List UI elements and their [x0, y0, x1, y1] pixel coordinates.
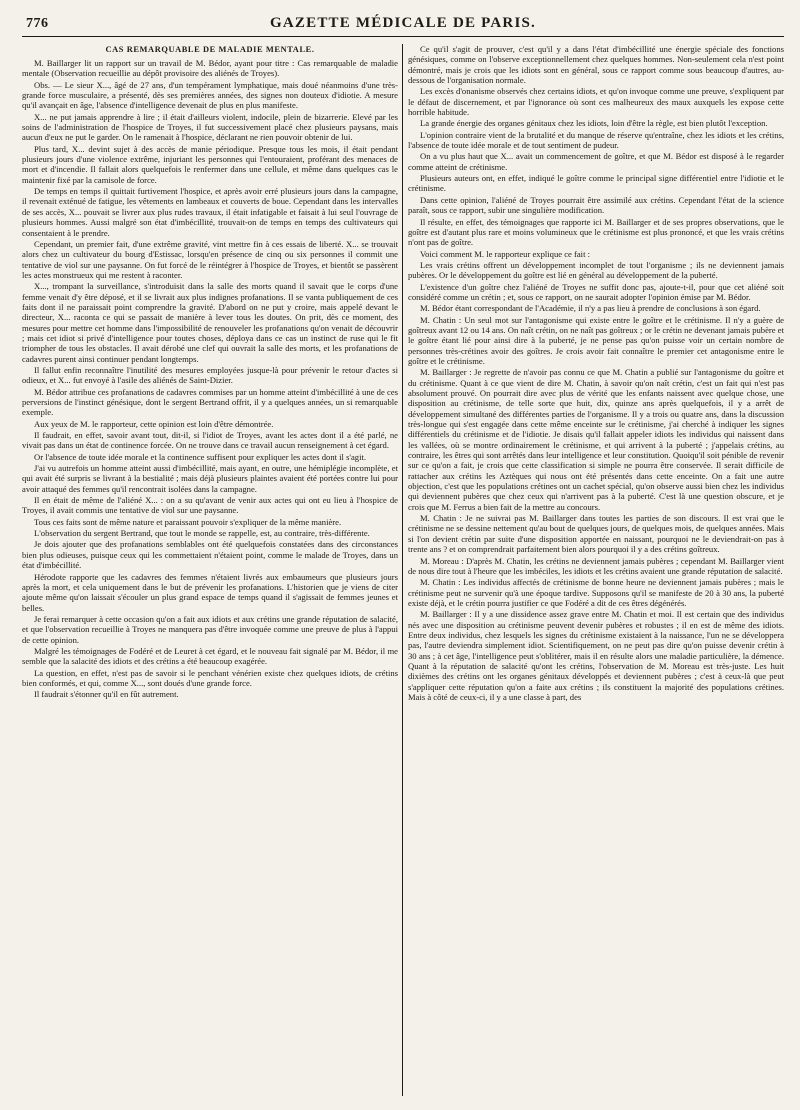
paragraph: Voici comment M. le rapporteur explique ce fait :: [420, 248, 590, 259]
paragraph: Hérodote rapporte que les cadavres des femmes n'étaient livrés aux embaumeurs que plusieurs jours après la mort, et cela uniquement dans le but de prévenir les profanations. L'historien que je viens de citer ajoute même qu'on laissait s'écouler un plus grand espace de temps quand il s'agissait de femmes jeunes et belles.: [22, 571, 398, 613]
paragraph: Il résulte, en effet, des témoignages que rapporte ici M. Baillarger et de ses propres observations, que le goître est d'autant plus rare et moins volumineux que le crétinisme est plus prononcé, et que les vrais crétins n'ont pas de goître.: [408, 216, 784, 248]
page-number: 776: [26, 16, 49, 31]
newspaper-page: [22, 14, 784, 1102]
paragraph: Les vrais crétins offrent un développement incomplet de tout l'organisme ; ils ne deviennent jamais pubères. Or le développement du goître est lié en général au développement de la puberté.: [408, 259, 784, 281]
paragraph: L'existence d'un goître chez l'aliéné de Troyes ne suffit donc pas, ajoute-t-il, pour que cet aliéné soit considéré comme un crétin ; et, sous ce rapport, on ne saurait adopter l'opinion émise par M. Bédor.: [408, 281, 784, 302]
paragraph: Malgré les témoignages de Fodéré et de Leuret à cet égard, et le nouveau fait signalé par M. Bédor, il me semble que la salacité des idiots et des crétins a été beaucoup exagérée.: [22, 645, 398, 667]
paragraph: M. Baillarger lit un rapport sur un travail de M. Bédor, ayant pour titre : Cas remarquable de maladie mentale (Observation recueillie au dépôt provisoire des aliénés de Troyes).: [22, 58, 398, 79]
paragraph: On a vu plus haut que X... avait un commencement de goître, et que M. Bédor est disposé à le regarder comme atteint de crétinisme.: [408, 151, 784, 172]
page-header: [22, 14, 784, 37]
paragraph: Je dois ajouter que des profanations semblables ont été quelquefois constatées dans des circonstances bien plus odieuses, puisque ceux qui les commettaient n'étaient point, comme le malade de Troyes, dans un état d'imbécillité.: [22, 539, 398, 571]
paragraph: M. Bédor attribue ces profanations de cadavres commises par un homme atteint d'imbécillité à une de ces perversions de l'instinct génésique, dont le sergent Bertrand offrit, il y a quelques années, un si remarquable exemple.: [22, 386, 398, 418]
paragraph: Les excès d'onanisme observés chez certains idiots, et qu'on invoque comme une preuve, s'expliquent par le défaut de discernement, et par l'ignorance où sont ces malheureux des maux auxquels les expose cette horrible habitude.: [408, 86, 784, 118]
paragraph: Plus tard, X... devint sujet à des accès de manie périodique. Presque tous les mois, il était pendant plusieurs jours d'une violence extrême, injuriant les personnes qui l'entouraient, proférant des menaces de mort et d'incendie. Il fallait alors quelquefois le renfermer dans une cellule, et même dans quelques cas le maintenir fixé par la camisole de force.: [22, 143, 398, 185]
left-column: [22, 44, 398, 1096]
paragraph: L'observation du sergent Bertrand, que tout le monde se rappelle, est, au contraire, très-différente.: [34, 528, 370, 539]
paragraph: Cependant, un premier fait, d'une extrême gravité, vint mettre fin à ces essais de liberté. X... se trouvait alors chez un cultivateur du bourg d'Estissac, lorsqu'en présence de cinq ou six personnes il commit une tentative de viol sur une paysanne. On fut forcé de le réintégrer à l'hospice de Troyes, et bientôt se passèrent les actes monstrueux qui me restent à raconter.: [22, 238, 398, 280]
column-divider: [402, 44, 403, 1096]
paragraph: Je ferai remarquer à cette occasion qu'on a fait aux idiots et aux crétins une grande réputation de salacité, et que l'observation recueillie à Troyes ne manquera pas d'être invoquée comme une preuve de plus à l'appui de cette opinion.: [22, 613, 398, 645]
paragraph: Dans cette opinion, l'aliéné de Troyes pourrait être assimilé aux crétins. Cependant l'état de la science paraît, sous ce rapport, subir une singulière modification.: [408, 194, 784, 216]
article-columns: [22, 44, 784, 1096]
paragraph: Il faudrait, en effet, savoir avant tout, dit-il, si l'idiot de Troyes, avant les actes dont il a été parlé, ne vivait pas dans un état de continence forcée. On ne trouve dans ce travail aucun renseignement à cet égard.: [22, 430, 398, 451]
paragraph: Il fallut enfin reconnaître l'inutilité des mesures employées jusque-là pour prévenir le retour d'actes si odieux, et X... fut envoyé à l'asile des aliénés de Saint-Dizier.: [22, 364, 398, 386]
paragraph: M. Chatin : Je ne suivrai pas M. Baillarger dans toutes les parties de son discours. Il est vrai que le crétinisme ne se dessine nettement qu'au bout de quelques jours, de quelques mois, de quelques années. Mais si l'on devient crétin par suite d'une disposition apportée en naissant, pourquoi ne le deviendrait-on pas à trente ans ? et on comprendrait parfaitement bien alors pourquoi il y a des crétins goîtreux.: [408, 513, 784, 555]
paragraph: L'opinion contraire vient de la brutalité et du manque de réserve qu'entraîne, chez les idiots et les crétins, l'absence de toute idée morale et de tout sentiment de pudeur.: [408, 129, 784, 151]
journal-title: GAZETTE MÉDICALE DE PARIS.: [270, 15, 536, 31]
paragraph: M. Bédor étant correspondant de l'Académie, il n'y a pas lieu à prendre de conclusions à son égard.: [420, 303, 761, 314]
paragraph: Il faudrait s'étonner qu'il en fût autrement.: [34, 689, 179, 700]
paragraph: J'ai vu autrefois un homme atteint aussi d'imbécillité, mais ayant, en outre, une hémiplégie incomplète, et qui avait été surpris se livrant à la bestialité ; mais déjà plusieurs plaintes avaient été portées contre lui pour avoir attaqué des femmes qu'il rencontrait isolées dans la campagne.: [22, 463, 398, 494]
right-column: [408, 44, 784, 1096]
section-title: CAS REMARQUABLE DE MALADIE MENTALE.: [105, 45, 315, 54]
paragraph: Ce qu'il s'agit de prouver, c'est qu'il y a dans l'état d'imbécillité une énergie spéciale des fonctions génésiques, comme on l'observe exceptionnellement chez quelques hommes. Non-seulement cela n'est point démontré, mais je crois que les idiots sont en général, sous ce rapport comme sous beaucoup d'autres, au-dessous de l'organisation normale.: [408, 44, 784, 86]
paragraph: M. Chatin : Les individus affectés de crétinisme de bonne heure ne deviennent jamais pubères ; mais le crétinisme peut ne survenir qu'à une époque tardive. Supposons qu'il se manifeste de 20 à 30 ans, la puberté existe déjà, et le crétin pourra justifier ce que Fodéré a dit de ces êtres dégénérés.: [408, 577, 784, 608]
paragraph: M. Moreau : D'après M. Chatin, les crétins ne deviennent jamais pubères ; cependant M. Baillarger vient de nous dire tout à l'heure que les imbéciles, les idiots et les crétins avaient une grande réputation de salacité.: [408, 555, 784, 576]
paragraph: M. Baillarger : Je regrette de n'avoir pas connu ce que M. Chatin a publié sur l'antagonisme du goître et du crétinisme. Quant à ce que vient de dire M. Chatin, à savoir qu'on naît crétin, c'est un fait qui n'est pas absolument prouvé. On pourrait dire avec plus de vérité que les enfants naissent avec quelque chose, une disposition au crétinisme, de telle sorte que huit, dix, quinze ans après quelquefois, il y a arrêt de développement simultané des différentes parties de l'organisme. Il y a trois ou quatre ans, dans la discussion très-longue qui s'est engagée dans cette même enceinte sur le crétinisme, j'ai cherché à indiquer les signes différentiels du crétinisme et de l'idiotie. Je disais qu'il fallait appeler idiots les individus qui naissent dans les vallées, où se montre ordinairement le crétinisme, et qui arrivent à la puberté ; j'appelais crétins, au contraire, les êtres qui sont arrêtés dans leur intelligence et leur constitution. Quoiqu'il soit pénible de revenir sur ce qu'on a fait, je crois que cette classification si simple ne pourra être conservée. Il serait difficile de rattacher aux crétins les Aztèques qui nous ont été présentés dans cette enceinte. On a fait une autre objection, c'est que les populations crétines ont un cachet spécial, qu'on observe aussi bien chez les individus qui deviennent pubères que chez ceux qui n'arrivent pas à la puberté. C'est là une question obscure, et je crois que M. Ferrus a bien fait de la mettre au concours.: [408, 367, 784, 512]
paragraph: Plusieurs auteurs ont, en effet, indiqué le goître comme le principal signe différentiel entre l'idiotie et le crétinisme.: [408, 173, 784, 194]
paragraph: Obs. — Le sieur X..., âgé de 27 ans, d'un tempérament lymphatique, mais doué néanmoins d'une très-grande force musculaire, a présenté, dès ses premières années, des signes non douteux d'idiotie. A mesure qu'il avançait en âge, l'absence d'intelligence devenait de plus en plus manifeste.: [22, 79, 398, 111]
paragraph: De temps en temps il quittait furtivement l'hospice, et après avoir erré plusieurs jours dans la campagne, il revenait exténué de fatigue, les vêtements en lambeaux et couverts de boue. Cependant dans les intervalles de ses accès, X... pouvait se livrer aux plus rudes travaux, il était infatigable et faisait à lui seul l'ouvrage de plusieurs hommes. Aussi malgré son état d'imbécillité, trouvait-on de temps en temps des cultivateurs qui consentaient à le prendre.: [22, 186, 398, 238]
paragraph: La question, en effet, n'est pas de savoir si le penchant vénérien existe chez quelques idiots, de crétins bien conformés, et qui, comme X..., sont doués d'une grande force.: [22, 667, 398, 688]
paragraph: X..., trompant la surveillance, s'introduisit dans la salle des morts quand il savait que le corps d'une femme venait d'y être déposé, et il se livrait aux plus indignes profanations. Il se vanta publiquement de ces faits dont il ne paraissait point comprendre la gravité. D'abord on ne put y croire, mais appelé devant le directeur, X... raconta ce qui se passait de manière à lever tous les doutes. On prit, dès ce moment, des mesures pour mettre cet homme dans l'impossibilité de renouveler les profanations qu'on venait de découvrir ; mais cet idiot si privé d'intelligence pour toutes choses, déploya dans ce cas un instinct de ruse qui le fit triompher de tous les obstacles. Il avait dérobé une clef qui ouvrait la salle des morts, et les profanations de cadavres purent ainsi continuer pendant longtemps.: [22, 281, 398, 364]
paragraph: Il en était de même de l'aliéné X... : on a su qu'avant de venir aux actes qui ont eu lieu à l'hospice de Troyes, il avait commis une tentative de viol sur une paysanne.: [22, 495, 398, 516]
paragraph: M. Baillarger : Il y a une dissidence assez grave entre M. Chatin et moi. Il est certain que des individus nés avec une disposition au crétinisme peuvent devenir pubères et robustes ; il en est de même des idiots. Entre deux individus, chez lesquels les signes du crétinisme existaient à la naissance, l'un ne se développera pas, l'autre deviendra simplement idiot. Scientifiquement, on ne peut pas dire qu'on puisse devenir crétin à 30 ans ; à cet âge, l'intelligence peut s'oblitérer, mais il en résulte alors une maladie particulière, la démence. Quant à la réputation de salacité qu'ont les crétins, l'observation de M. Moreau est très-juste. Les huit dixièmes des crétins ont les organes génitaux développés et deviennent pubères ; c'est à ceux-là que peut s'appliquer cette réputation qu'on a faite aux crétins ; ils constituent la majorité des populations crétines. Mais à côté de ceux-ci, il y a une classe à part, des: [408, 609, 784, 702]
paragraph: Tous ces faits sont de même nature et paraissant pouvoir s'expliquer de la même manière.: [34, 516, 342, 527]
paragraph: X... ne put jamais apprendre à lire ; il était d'ailleurs violent, indocile, plein de bizarrerie. Elevé par les soins de l'administration de l'hospice de Troyes, il fut successivement placé chez plusieurs paysans, mais aucun d'eux ne put le garder. On le ramenait à l'hospice, déclarant ne rien pouvoir obtenir de lui.: [22, 111, 398, 143]
paragraph: Aux yeux de M. le rapporteur, cette opinion est loin d'être démontrée.: [34, 418, 274, 429]
paragraph: La grande énergie des organes génitaux chez les idiots, loin d'être la règle, est bien plutôt l'exception.: [420, 118, 768, 129]
paragraph: M. Chatin : Un seul mot sur l'antagonisme qui existe entre le goître et le crétinisme. Il n'y a guère de goîtreux avant 12 ou 14 ans. On naît crétin, on ne naît pas goîtreux ; or le crétin ne devenant jamais pubère et le goître étant lié pour ainsi dire à la puberté, je ne pense pas qu'on puisse voir un certain nombre de personnes très-crétines avoir des goîtres. Je crois avoir fait connaître le premier cet antagonisme entre le goître et le crétinisme.: [408, 314, 784, 366]
paragraph: Or l'absence de toute idée morale et la continence suffisent pour expliquer les actes dont il s'agit.: [34, 451, 367, 462]
